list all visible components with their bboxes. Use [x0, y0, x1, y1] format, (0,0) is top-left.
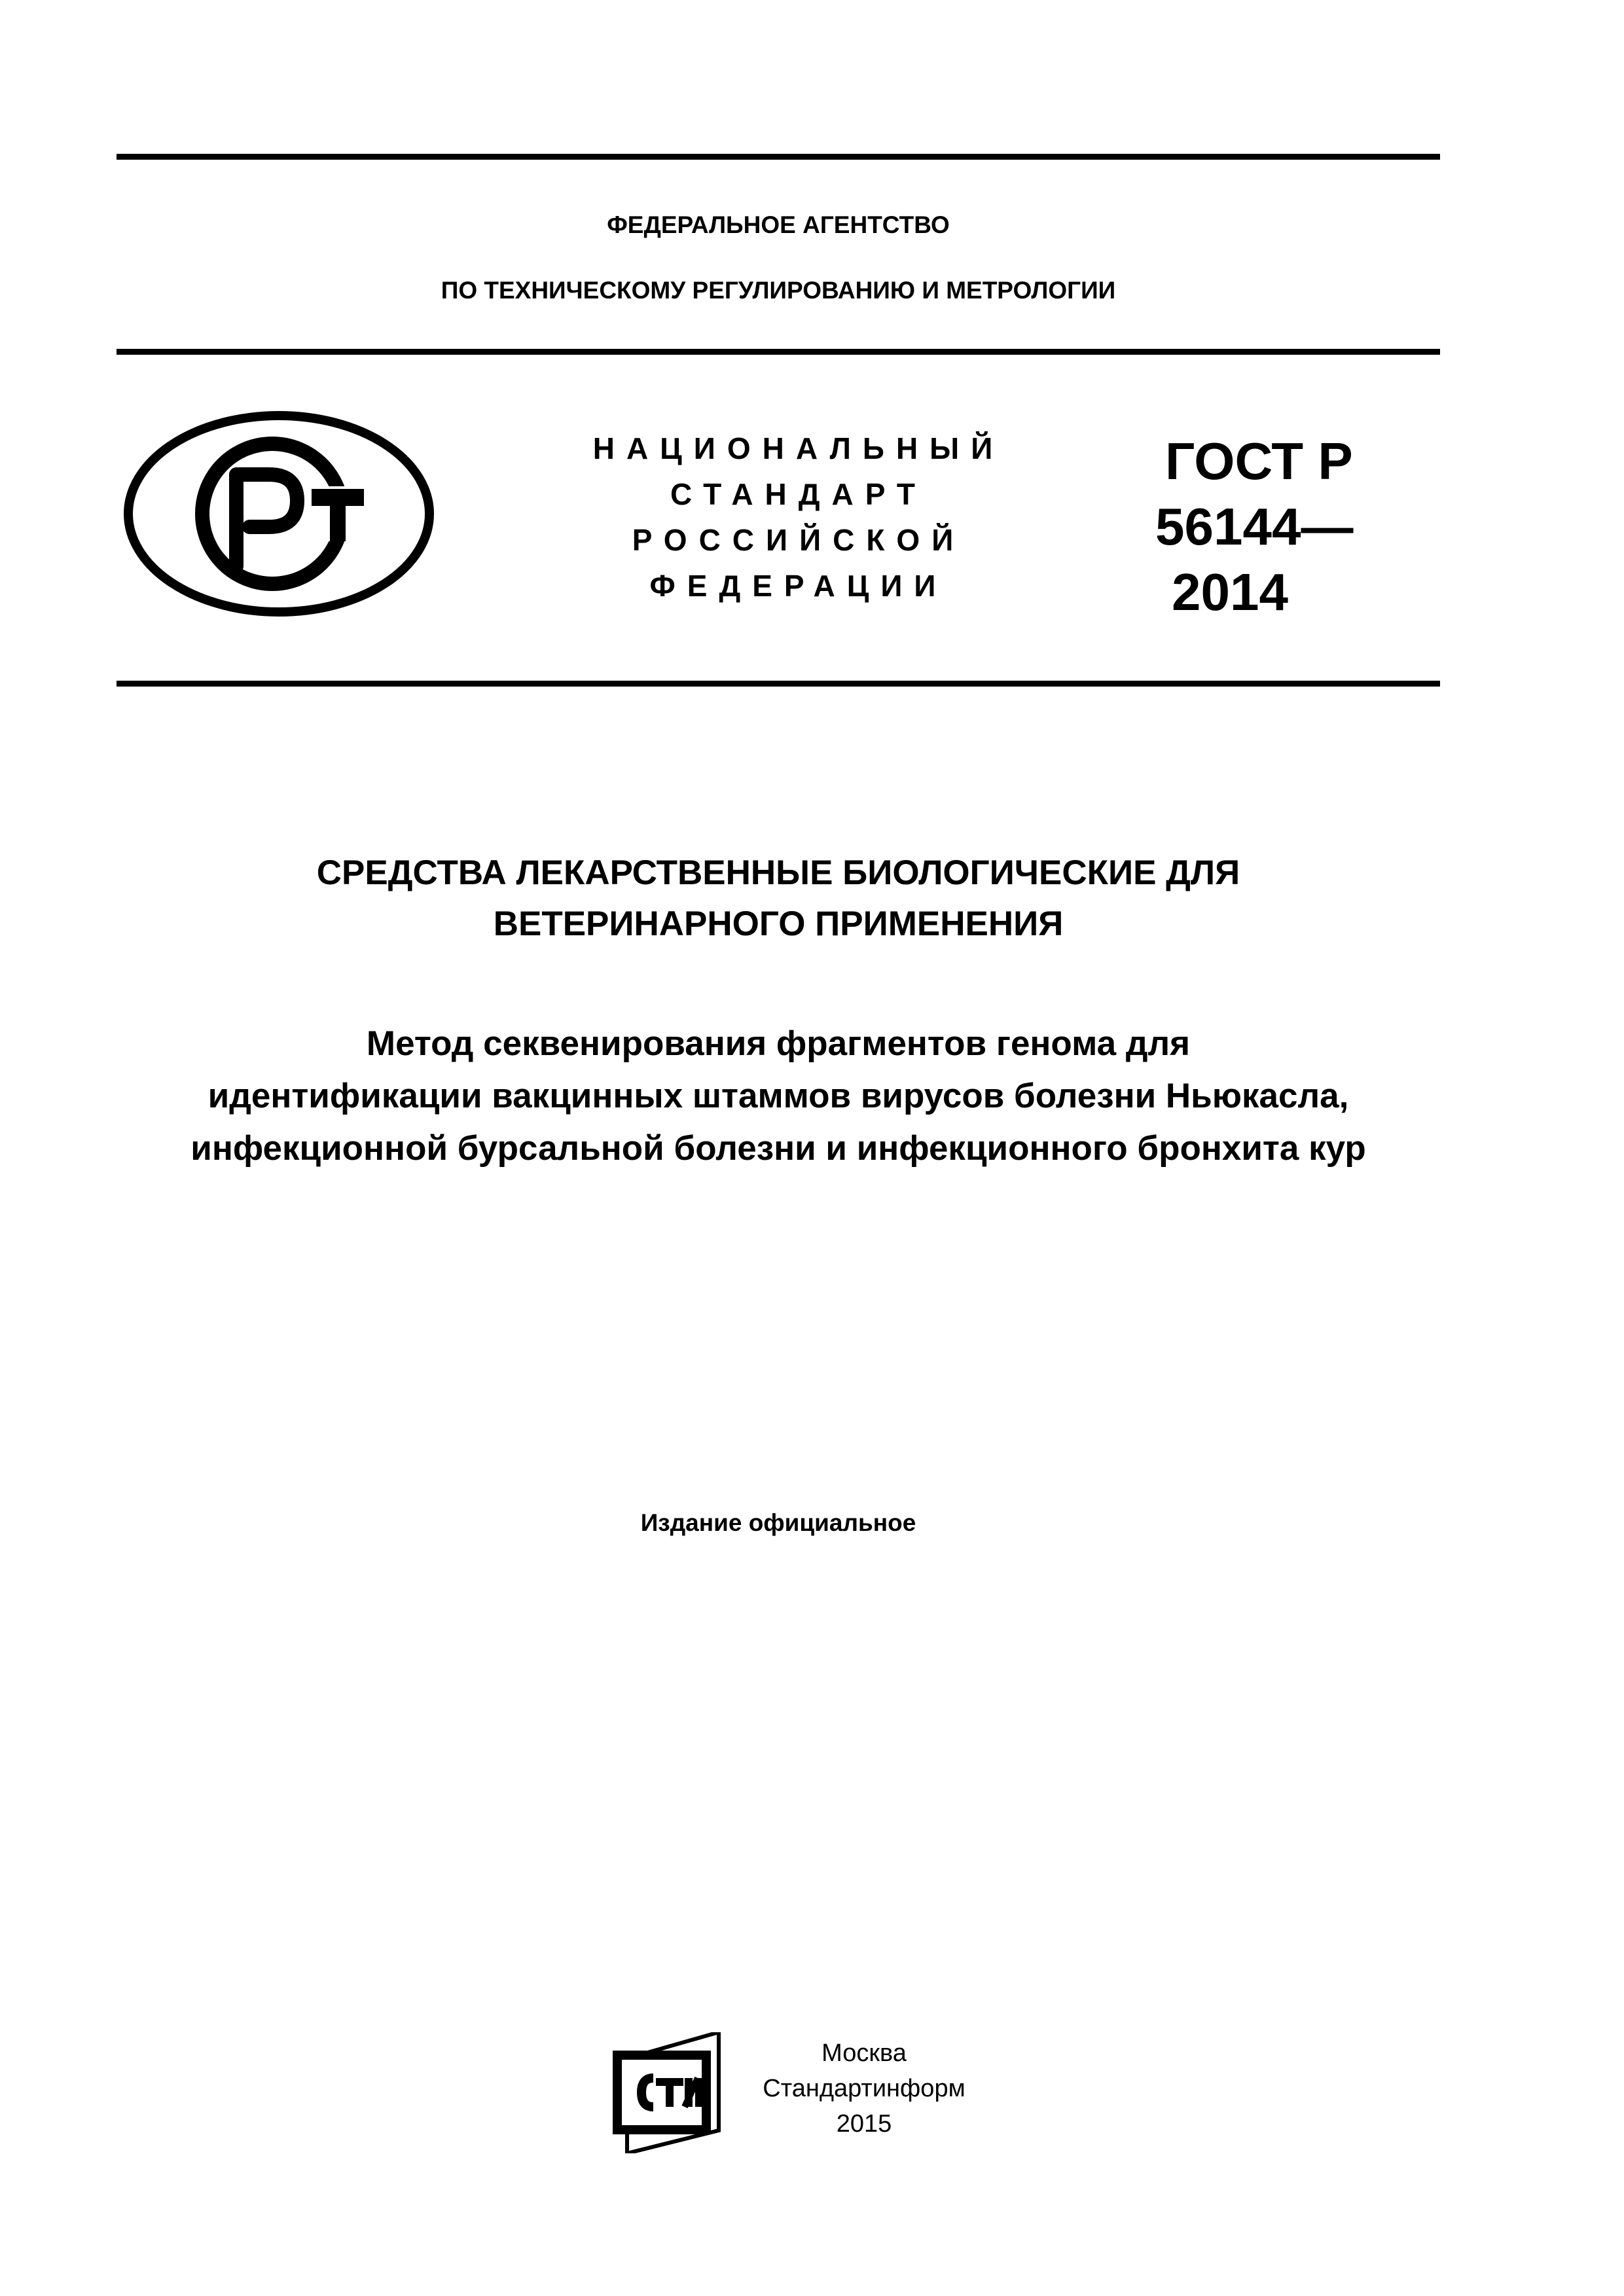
standard-rule — [117, 681, 1440, 687]
imprint — [727, 2036, 1001, 2142]
national-line-3: РОССИЙСКОЙ — [632, 523, 965, 557]
standartinform-logo-icon — [607, 2032, 725, 2153]
gost-year: 2014 — [1172, 563, 1288, 621]
national-standard-label — [550, 425, 1047, 609]
rst-mark-icon — [122, 409, 436, 619]
gost-designation — [1155, 429, 1354, 625]
gost-prefix: ГОСТ Р — [1165, 432, 1353, 490]
subtitle-line-3: инфекционной бурсальной болезни и инфекционного бронхита кур — [190, 1129, 1366, 1168]
document-title — [117, 848, 1440, 950]
top-rule — [117, 154, 1440, 160]
agency-name-line-1: ФЕДЕРАЛЬНОЕ АГЕНТСТВО — [607, 211, 950, 238]
agency-name-line-2: ПО ТЕХНИЧЕСКОМУ РЕГУЛИРОВАНИЮ И МЕТРОЛОГИИ — [441, 277, 1116, 304]
title-line-2: ВЕТЕРИНАРНОГО ПРИМЕНЕНИЯ — [493, 905, 1064, 943]
national-line-1: НАЦИОНАЛЬНЫЙ — [592, 431, 1005, 465]
imprint-publisher: Стандартинформ — [763, 2075, 965, 2102]
national-line-2: СТАНДАРТ — [670, 477, 927, 511]
title-line-1: СРЕДСТВА ЛЕКАРСТВЕННЫЕ БИОЛОГИЧЕСКИЕ ДЛЯ — [316, 853, 1240, 892]
subtitle-line-1: Метод секвенирования фрагментов генома для — [366, 1024, 1191, 1063]
subtitle-line-2: идентификации вакцинных штаммов вирусов болезни Ньюкасла, — [208, 1077, 1349, 1115]
national-line-4: ФЕДЕРАЦИИ — [649, 569, 948, 603]
edition-label: Издание официальное — [640, 1509, 916, 1536]
imprint-year: 2015 — [836, 2110, 892, 2138]
gost-number: 56144— — [1155, 497, 1354, 556]
imprint-city: Москва — [821, 2039, 907, 2067]
header-rule — [117, 349, 1440, 355]
document-subtitle — [117, 1018, 1440, 1175]
